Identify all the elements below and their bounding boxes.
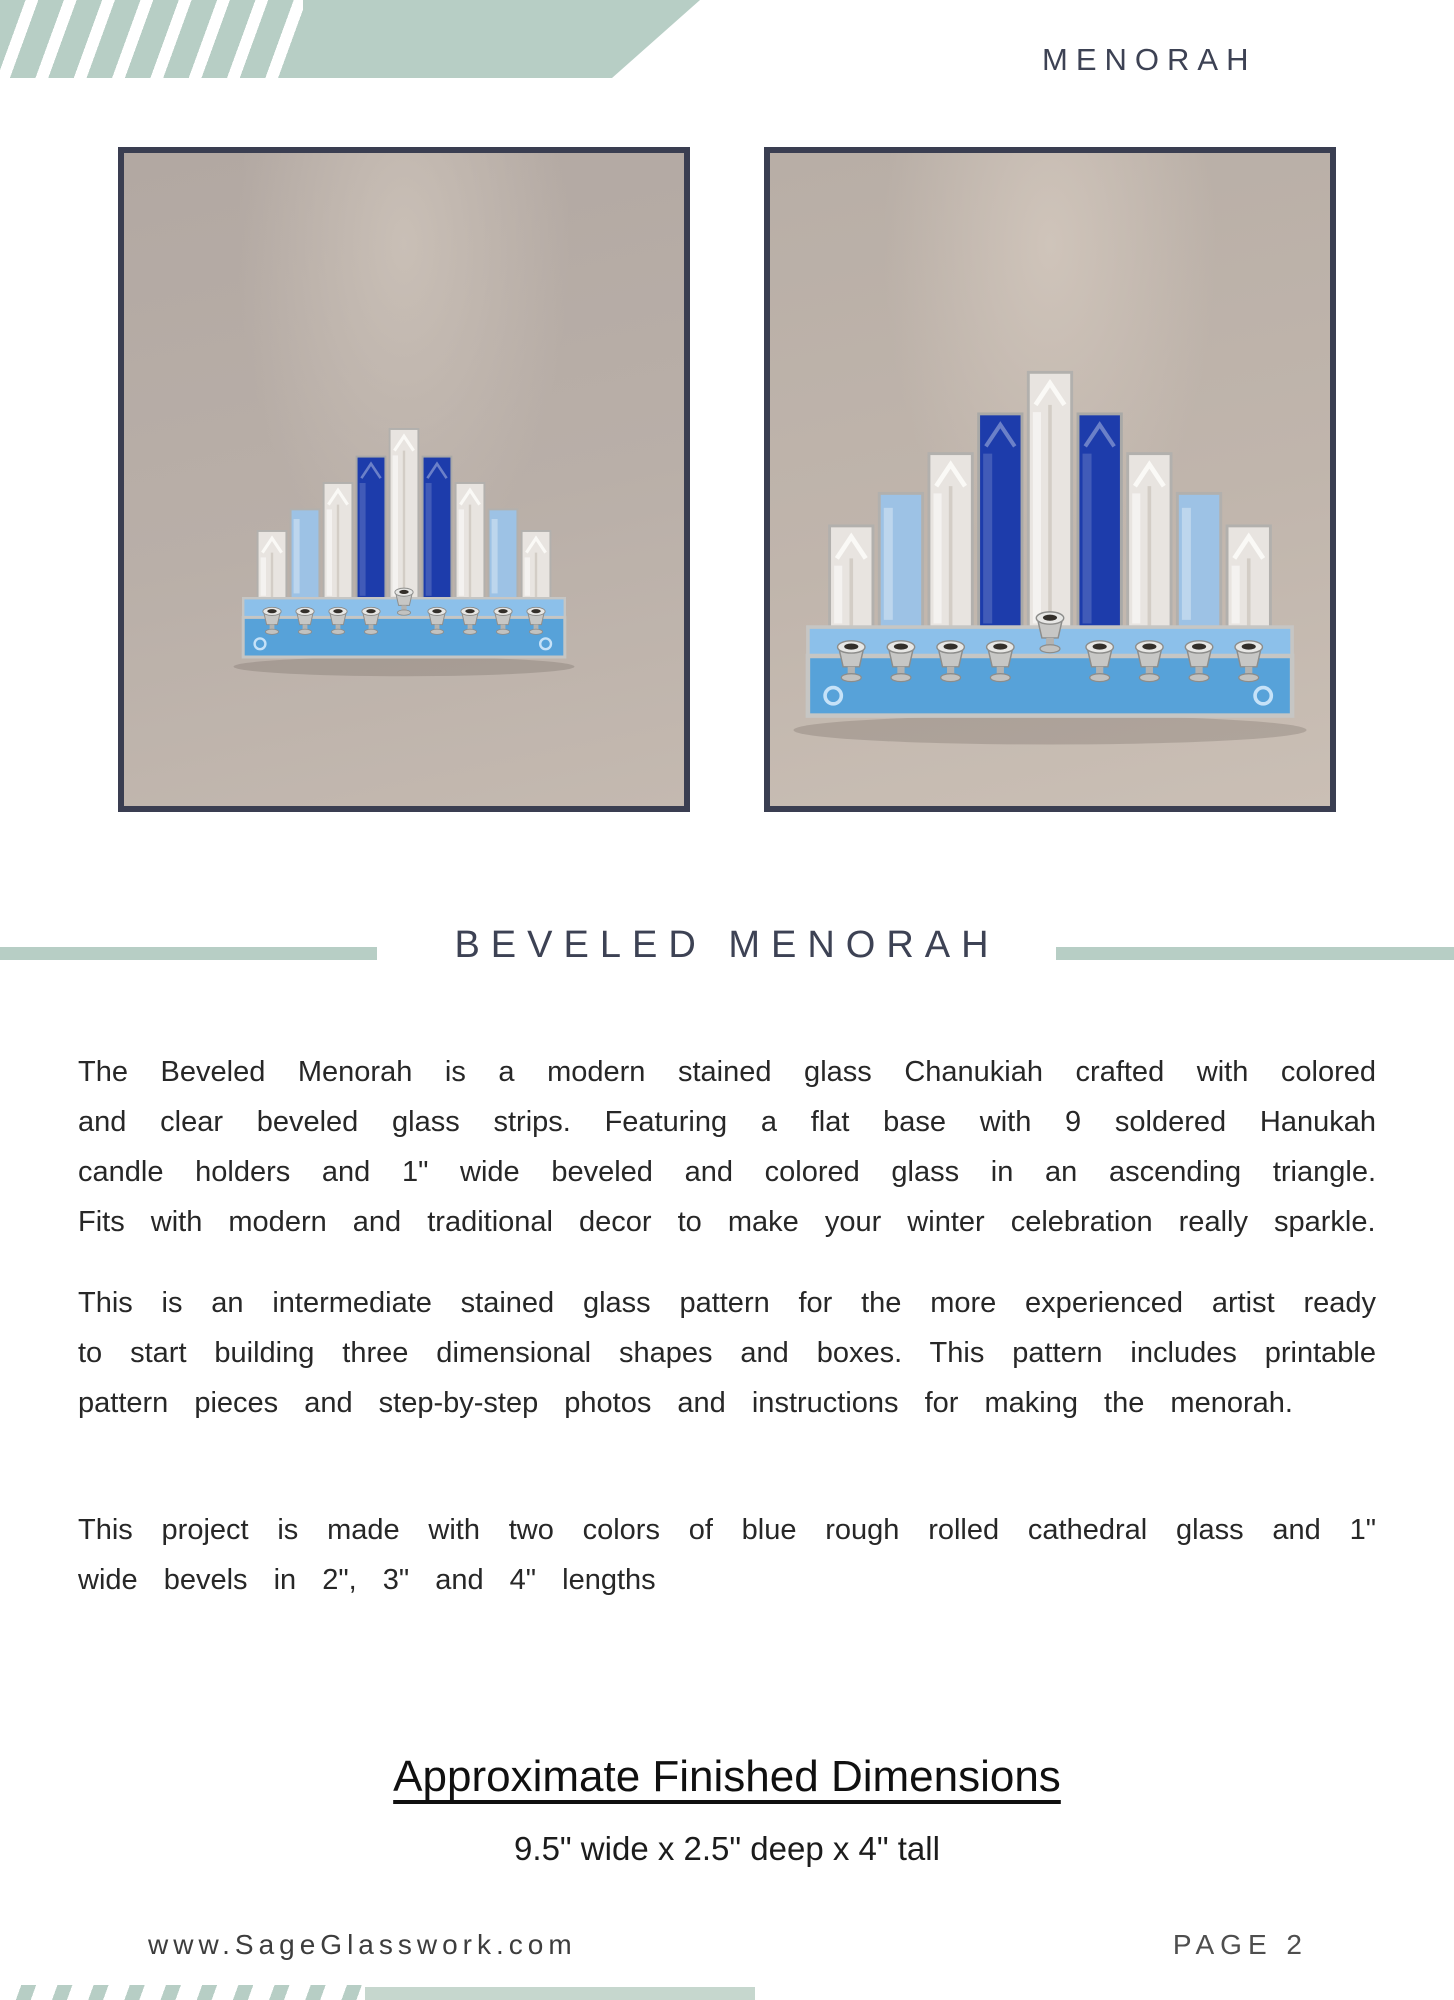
title-accent-bar-right [1056,947,1454,960]
paragraph-description: The Beveled Menorah is a modern stained glass Chanukiah crafted with colored and clear beveled glass strips. Featuring a flat base with 9 soldered Hanukah candle holders and 1" wide beveled and colored glass in an ascending triangle. Fits with modern and traditional decor to make your winter celebration really sparkle. [78,1056,1376,1238]
paragraph-materials: This project is made with two colors of blue rough rolled cathedral glass and 1" wide bevels in 2", 3" and 4" lengths [78,1514,1376,1596]
header-band-decoration [0,0,760,78]
footer-band-solid [365,1987,755,2000]
dimensions-heading-text: Approximate Finished Dimensions [393,1752,1061,1801]
footer-band-decoration [0,1985,755,2000]
menorah-illustration [224,411,584,687]
paragraph-skill-level: This is an intermediate stained glass pattern for the more experienced artist ready to start building three dimensional shapes and boxes. This pattern includes printable pattern pieces and step-by-step photos and instructions for making the menorah. [78,1287,1376,1419]
dimensions-value: 9.5" wide x 2.5" deep x 4" tall [514,1830,940,1867]
page-title: BEVELED MENORAH [454,924,1000,966]
header-label: MENORAH [1042,42,1257,77]
footer-page-number: PAGE 2 [1172,1929,1308,1960]
diagonal-stripes-icon [0,1985,365,2000]
diagonal-stripes-icon [0,0,303,78]
menorah-illustration [779,345,1321,761]
menorah-photo-2 [764,147,1336,812]
footer-website: www.SageGlasswork.com [148,1929,577,1960]
menorah-photo-1 [118,147,690,812]
body-copy [78,1047,1376,1605]
dimensions-heading [0,1752,1454,1802]
